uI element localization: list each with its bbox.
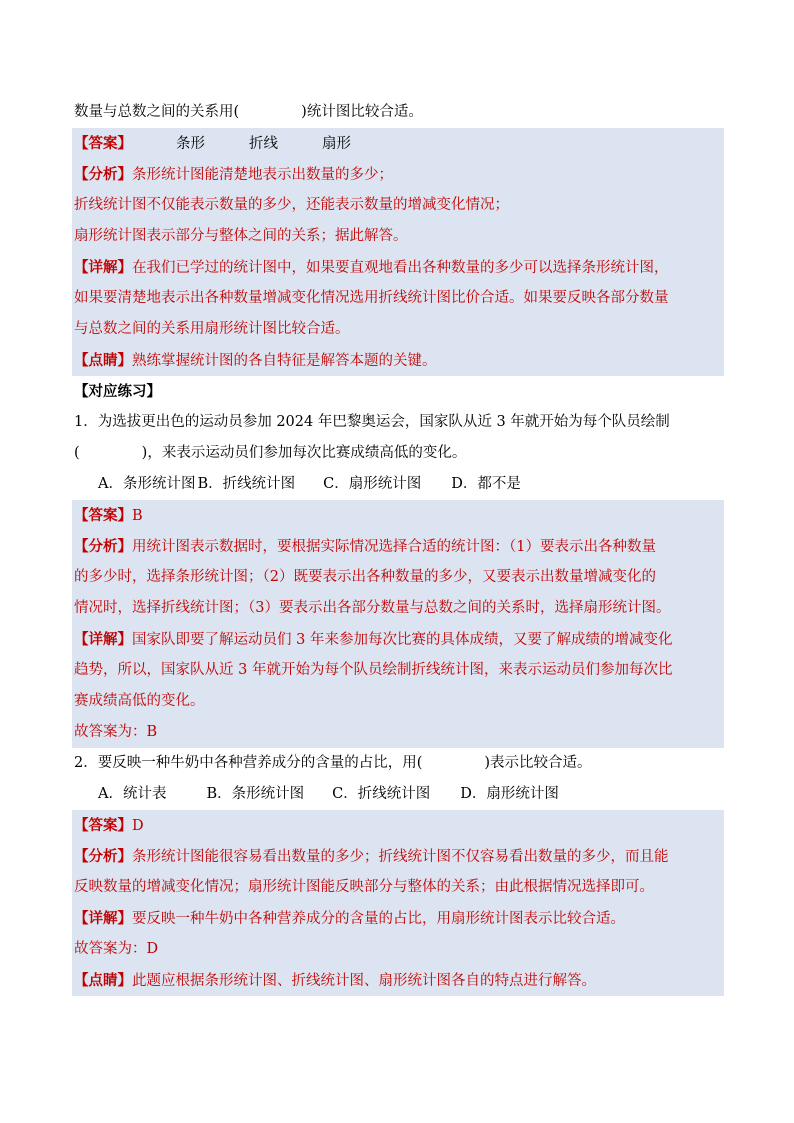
q1-text: 1．为选拔更出色的运动员参加 2024 年巴黎奥运会，国家队从近 3 年就开始为每个队员绘制	[74, 414, 670, 430]
detail-text: 与总数之间的关系用扇形统计图比较合适。	[74, 321, 350, 337]
detail-text: 趋势，所以，国家队从近 3 年就开始为每个队员绘制折线统计图，来表示运动员们参加每次比	[74, 662, 673, 678]
intro-text-pre: 数量与总数之间的关系用(	[74, 104, 240, 120]
q1-analysis	[72, 531, 724, 562]
answer-item: 条形	[176, 136, 205, 152]
q1-text-post: )，来表示运动员们参加每次比赛成绩高低的变化。	[141, 445, 467, 461]
comment-text: 熟练掌握统计图的各自特征是解答本题的关键。	[132, 353, 437, 369]
analysis-tag: 【分析】	[74, 166, 132, 183]
comment-tag: 【点睛】	[74, 352, 132, 369]
analysis-tag: 【分析】	[74, 538, 132, 555]
content-column	[72, 97, 724, 996]
q1-detail-line	[72, 655, 724, 686]
q1-detail-line	[72, 686, 724, 717]
comment-text: 此题应根据条形统计图、折线统计图、扇形统计图各自的特点进行解答。	[132, 973, 596, 989]
detail-text: 国家队即要了解运动员们 3 年来参加每次比赛的具体成绩，又要了解成绩的增减变化	[132, 632, 673, 648]
detail-text: 要反映一种牛奶中各种营养成分的含量的占比，用扇形统计图表示比较合适。	[132, 911, 625, 927]
q2-comment	[72, 965, 724, 996]
q2-detail	[72, 903, 724, 934]
analysis-text: 条形统计图能很容易看出数量的多少；折线统计图不仅容易看出数量的多少，而且能	[132, 849, 669, 865]
q1-options	[72, 469, 724, 500]
analysis-text: 的多少时，选择条形统计图；（2）既要表示出各种数量的多少，又要表示出数量增减变化的	[74, 569, 656, 585]
q1-stem	[72, 407, 724, 438]
example-detail-line	[72, 283, 724, 314]
q2-text-post: )表示比较合适。	[484, 755, 592, 771]
answer-tag: 【答案】	[74, 135, 132, 152]
answer-item: 扇形	[322, 136, 351, 152]
q1-option-d: D．都不是	[451, 476, 521, 492]
example-detail	[72, 252, 724, 283]
analysis-text: 折线统计图不仅能表示数量的多少，还能表示数量的增减变化情况；	[74, 197, 509, 213]
example-analysis-line	[72, 190, 724, 221]
example-answer	[72, 128, 724, 159]
detail-text: 赛成绩高低的变化。	[74, 693, 205, 709]
answer-value: B	[132, 508, 143, 524]
answer-tag: 【答案】	[74, 507, 132, 524]
q1-detail	[72, 624, 724, 655]
answer-tag: 【答案】	[74, 817, 132, 834]
analysis-text: 情况时，选择折线统计图；（3）要表示出各部分数量与总数之间的关系时，选择扇形统计图。	[74, 600, 671, 616]
example-detail-line	[72, 314, 724, 345]
practice-heading: 【对应练习】	[74, 383, 161, 400]
analysis-text: 条形统计图能清楚地表示出数量的多少；	[132, 167, 393, 183]
q2-answer	[72, 810, 724, 841]
example-analysis-line	[72, 221, 724, 252]
q1-text-pre: (	[74, 445, 80, 461]
q2-option-b: B．条形统计图	[206, 786, 305, 802]
q2-option-a: A．统计表	[98, 786, 167, 802]
detail-tag: 【详解】	[74, 631, 132, 648]
detail-text: 如果要清楚地表示出各种数量增减变化情况选用折线统计图比价合适。如果要反映各部分数量	[74, 290, 669, 306]
q2-option-d: D．扇形统计图	[460, 786, 559, 802]
q1-option-a: A．条形统计图	[98, 476, 196, 492]
example-analysis	[72, 159, 724, 190]
q1-analysis-line	[72, 562, 724, 593]
detail-text: 在我们已学过的统计图中，如果要直观地看出各种数量的多少可以选择条形统计图，	[132, 260, 669, 276]
q1-option-c: C．扇形统计图	[323, 476, 422, 492]
analysis-text: 扇形统计图表示部分与整体之间的关系；据此解答。	[74, 228, 408, 244]
q2-option-c: C．折线统计图	[332, 786, 431, 802]
intro-line	[72, 97, 724, 128]
q1-analysis-line	[72, 593, 724, 624]
q1-stem-line2	[72, 438, 724, 469]
example-comment	[72, 345, 724, 376]
q2-analysis-line	[72, 872, 724, 903]
q2-options	[72, 779, 724, 810]
detail-tag: 【详解】	[74, 259, 132, 276]
comment-tag: 【点睛】	[74, 972, 132, 989]
q2-final-answer: 故答案为：D	[72, 934, 724, 965]
answer-value: D	[132, 818, 144, 834]
analysis-tag: 【分析】	[74, 848, 132, 865]
answer-item: 折线	[249, 136, 278, 152]
q2-stem	[72, 748, 724, 779]
analysis-text: 用统计图表示数据时，要根据实际情况选择合适的统计图：（1）要表示出各种数量	[132, 539, 656, 555]
q2-text-pre: 2．要反映一种牛奶中各种营养成分的含量的占比，用(	[74, 755, 423, 771]
q1-final-answer: 故答案为：B	[72, 717, 724, 748]
analysis-text: 反映数量的增减变化情况；扇形统计图能反映部分与整体的关系；由此根据情况选择即可。	[74, 879, 654, 895]
detail-tag: 【详解】	[74, 910, 132, 927]
q1-option-b: B．折线统计图	[197, 476, 296, 492]
q2-analysis	[72, 841, 724, 872]
intro-text-post: )统计图比较合适。	[301, 104, 423, 120]
q1-answer	[72, 500, 724, 531]
